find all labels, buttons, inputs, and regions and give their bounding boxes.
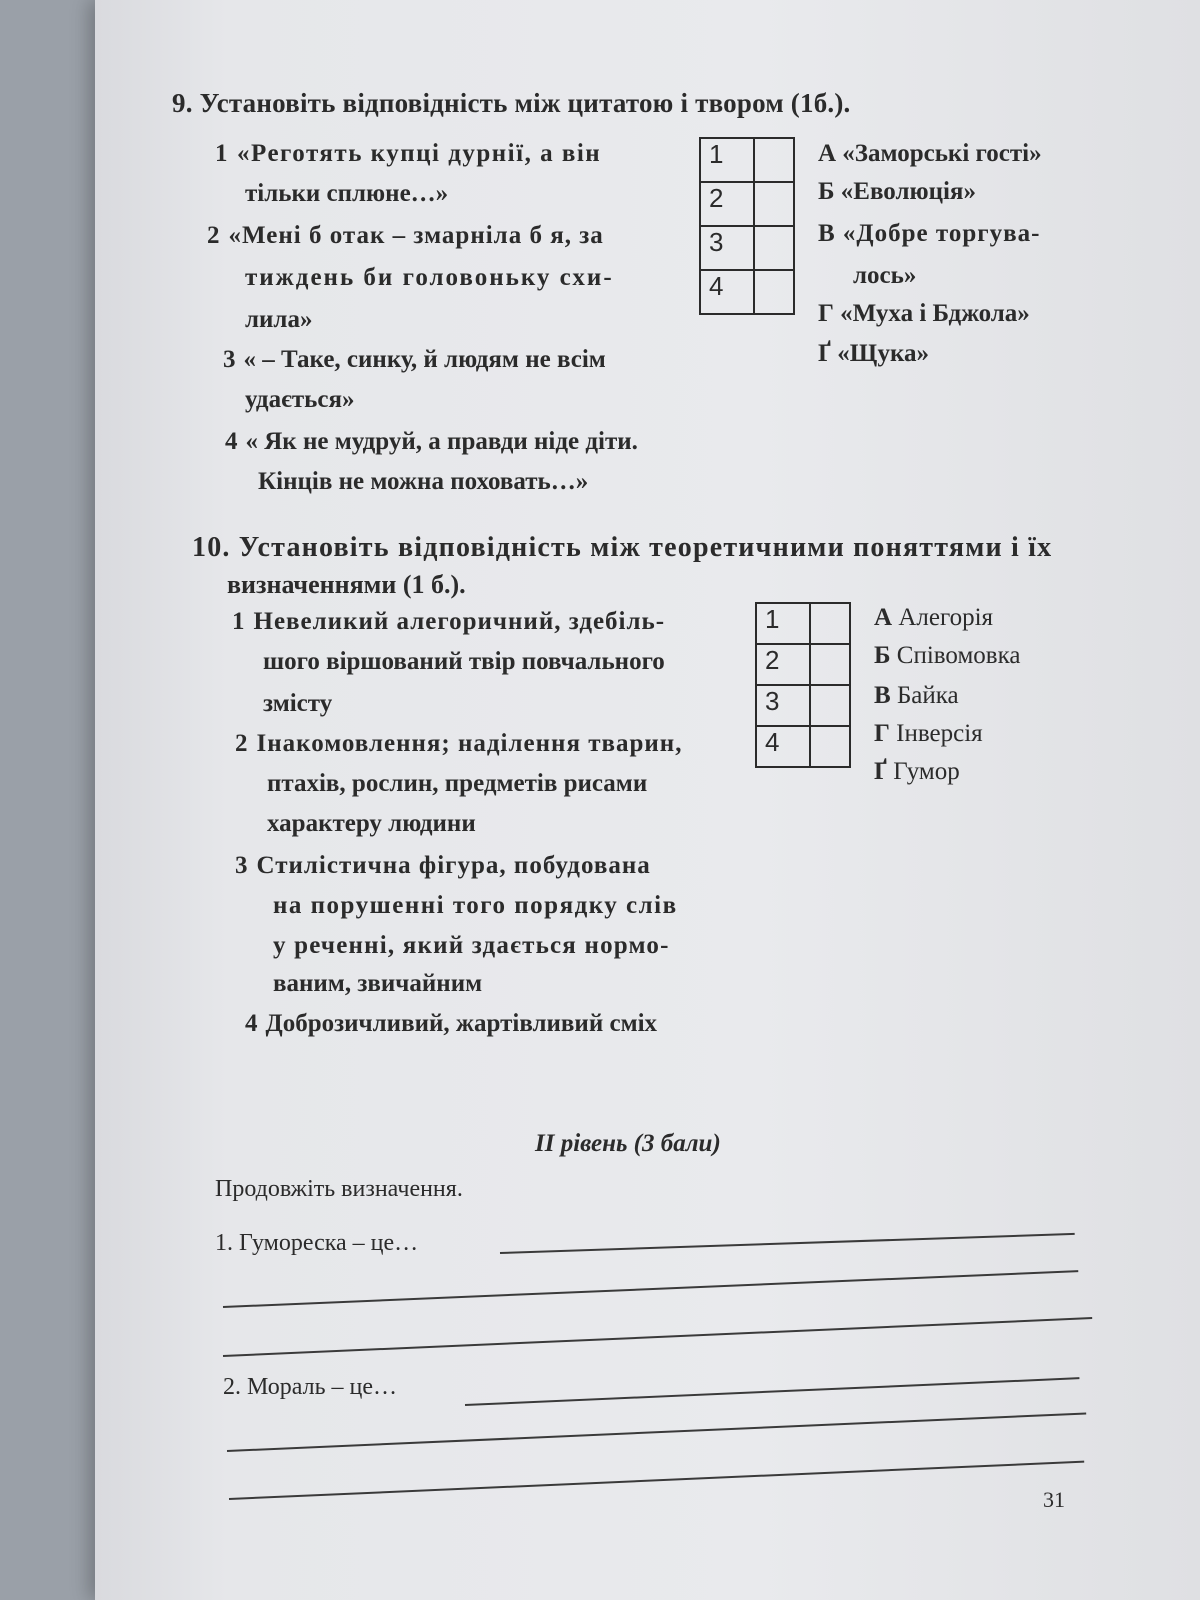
q9-answer-cell-4[interactable] [754, 270, 794, 314]
q10-item-4-line-1: Доброзичливий, жартівливий сміх [265, 1010, 658, 1037]
q10-option-g-letter: Г [874, 720, 890, 747]
q10-item-2-line-3: характеру людини [267, 810, 476, 837]
q10-option-b-text: Співомовка [896, 642, 1021, 669]
q9-option-g: Г «Муха і Бджола» [818, 300, 1030, 327]
q10-grid-row-1 [756, 603, 850, 644]
q10-grid-number: 4 [756, 726, 810, 767]
q10-item-3 [235, 852, 651, 880]
q9-answer-cell-1[interactable] [754, 138, 794, 182]
answer-line-5[interactable] [227, 1412, 1086, 1452]
q10-item-2-number: 2 [235, 730, 249, 757]
q10-item-2 [235, 730, 682, 758]
definition-prompt-2: 2. Мораль – це… [223, 1374, 398, 1400]
q9-answer-cell-2[interactable] [754, 182, 794, 226]
q10-item-3-number: 3 [235, 852, 249, 879]
q10-grid-number: 2 [756, 644, 810, 685]
q9-item-2-number: 2 [207, 222, 221, 249]
q9-item-2 [207, 222, 604, 250]
q10-grid-number: 1 [756, 603, 810, 644]
q10-option-g-text: Інверсія [896, 720, 983, 747]
answer-line-2[interactable] [223, 1270, 1078, 1308]
q10-item-1 [232, 608, 665, 636]
level-2-title: II рівень (3 бали) [535, 1130, 721, 1157]
q9-grid-row-3 [700, 226, 794, 270]
q9-grid-number: 3 [700, 226, 754, 270]
q10-item-1-line-1: Невеликий алегоричний, здебіль- [253, 608, 666, 635]
q9-item-4-line-1: « Як не мудруй, а правди ніде діти. [245, 428, 638, 455]
answer-line-3[interactable] [223, 1317, 1092, 1357]
q10-answer-cell-2[interactable] [810, 644, 850, 685]
q10-item-1-number: 1 [232, 608, 246, 635]
q10-option-v-letter: В [874, 682, 891, 709]
question-10-title: 10. Установіть відповідність між теоретичними поняттями і їх [192, 532, 1053, 563]
page-number: 31 [1043, 1487, 1065, 1512]
q10-option-v-text: Байка [896, 682, 959, 709]
q9-item-1-line-2: тільки сплюне…» [245, 180, 449, 207]
q10-item-3-line-2: на порушенні того порядку слів [273, 892, 678, 919]
q9-grid-number: 1 [700, 138, 754, 182]
q9-item-2-line-3: лила» [245, 306, 313, 333]
q10-grid-number: 3 [756, 685, 810, 726]
q9-item-1-number: 1 [215, 140, 229, 167]
q9-item-3-line-1: « – Таке, синку, й людям не всім [243, 346, 606, 373]
q10-item-3-line-3: у реченні, який здається нормо- [273, 932, 670, 959]
q9-item-4 [225, 428, 638, 456]
q9-answer-cell-3[interactable] [754, 226, 794, 270]
q10-option-b [874, 642, 1020, 670]
q9-item-4-line-2: Кінців не можна поховать…» [258, 468, 589, 495]
q10-item-1-line-2: шого віршований твір повчального [263, 648, 665, 675]
q9-item-2-line-1: «Мені б отак – змарніла б я, за [228, 222, 604, 249]
q9-item-1-line-1: «Реготять купці дурнії, а він [237, 140, 602, 167]
q10-grid-row-2 [756, 644, 850, 685]
q9-item-3-number: 3 [223, 346, 236, 373]
q9-item-4-number: 4 [225, 428, 238, 455]
q9-grid-row-4 [700, 270, 794, 314]
q10-option-b-letter: Б [874, 642, 891, 669]
q9-item-1 [215, 140, 601, 168]
question-10-title-cont: визначеннями (1 б.). [227, 570, 466, 599]
q9-option-v-cont: лось» [853, 262, 917, 289]
q10-item-2-line-1: Інакомовлення; наділення тварин, [256, 730, 683, 757]
q10-answer-cell-4[interactable] [810, 726, 850, 767]
q9-grid-row-2 [700, 182, 794, 226]
q10-item-4 [245, 1010, 657, 1038]
q9-grid-number: 4 [700, 270, 754, 314]
q10-option-a [874, 604, 993, 632]
q10-grid-row-3 [756, 685, 850, 726]
q9-item-2-line-2: тиждень би головоньку схи- [245, 264, 614, 291]
q10-option-ge-text: Гумор [893, 758, 960, 785]
q10-option-ge-letter: Ґ [874, 758, 888, 785]
level-2-instruction: Продовжіть визначення. [215, 1176, 463, 1202]
q9-option-b: Б «Еволюція» [818, 178, 976, 205]
answer-line-4[interactable] [465, 1377, 1080, 1406]
q10-answer-cell-3[interactable] [810, 685, 850, 726]
q9-grid-row-1 [700, 138, 794, 182]
q10-option-g [874, 720, 983, 748]
q10-item-4-number: 4 [245, 1010, 258, 1037]
q10-option-ge [874, 758, 960, 786]
q9-grid-number: 2 [700, 182, 754, 226]
q10-item-2-line-2: птахів, рослин, предметів рисами [267, 770, 648, 797]
q10-option-a-text: Алегорія [898, 604, 994, 631]
question-9-title: 9. Установіть відповідність між цитатою і твором (1б.). [172, 88, 851, 118]
q10-item-1-line-3: змісту [263, 690, 333, 717]
answer-line-6[interactable] [229, 1461, 1084, 1500]
workbook-page [95, 0, 1200, 1600]
q10-item-3-line-1: Стилістична фігура, побудована [256, 852, 651, 879]
q9-item-3 [223, 346, 606, 374]
q10-grid-row-4 [756, 726, 850, 767]
q10-option-v [874, 682, 959, 710]
q10-option-a-letter: А [874, 604, 893, 631]
q9-answer-grid [699, 137, 795, 315]
q9-item-3-line-2: удається» [245, 386, 355, 413]
answer-line-1[interactable] [500, 1233, 1075, 1254]
definition-prompt-1: 1. Гумореска – це… [215, 1230, 419, 1256]
q10-answer-cell-1[interactable] [810, 603, 850, 644]
q9-option-ge: Ґ «Щука» [818, 340, 930, 367]
q9-option-a: А «Заморські гості» [818, 140, 1042, 167]
q10-answer-grid [755, 602, 851, 768]
q10-item-3-line-4: ваним, звичайним [273, 970, 483, 997]
q9-option-v: В «Добре торгува- [818, 220, 1041, 247]
page-content [95, 0, 1200, 1600]
